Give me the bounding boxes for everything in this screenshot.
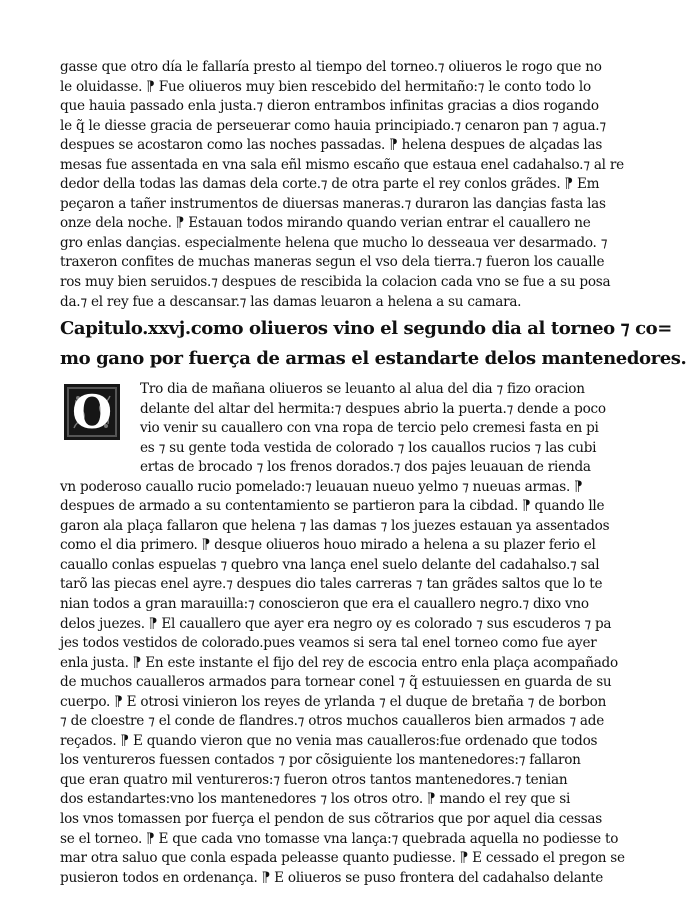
text-line: gasse que otro día le fallaría presto al tiempo del torneo.⁊ oliueros le rogo que no	[60, 59, 602, 75]
heading-line: mo gano por fuerça de armas el estandarte delos mantenedores.	[60, 348, 686, 369]
text-line: onze dela noche. ⁋ Estauan todos mirando quando verian entrar el cauallero ne	[60, 215, 591, 232]
text-line: traxeron confites de muchas maneras segun el vso dela tierra.⁊ fueron los caualle	[60, 254, 605, 271]
text-line: Tro dia de mañana oliueros se leuanto al alua del dia ⁊ fizo oracion	[140, 381, 585, 397]
text-line: mesas fue assentada en vna sala eñl mismo escaño que estaua enel cadahalso.⁊ al re	[60, 156, 624, 173]
text-line: ⁊ de cloestre ⁊ el conde de flandres.⁊ otros muchos caualleros bien armados ⁊ ade	[60, 713, 605, 730]
text-line: despues se acostaron como las noches passadas. ⁋ helena despues de alçadas las	[60, 137, 603, 154]
text-line: delante del altar del hermita:⁊ despues abrio la puerta.⁊ dende a poco	[140, 400, 606, 417]
paragraph-1	[60, 58, 624, 312]
text-line: los vnos tomassen por fuerça el pendon de sus cõtrarios que por aquel dia cessas	[60, 811, 602, 828]
text-line: tarõ las piecas enel ayre.⁊ despues dio tales carreras ⁊ tan grãdes saltos que lo te	[60, 576, 603, 593]
text-line: los ventureros fuessen contados ⁊ por cõsiguiente los mantenedores:⁊ fallaron	[60, 752, 581, 769]
text-line: delos juezes. ⁋ El cauallero que ayer era negro oy es colorado ⁊ sus escuderos ⁊ pa	[60, 615, 612, 632]
text-line: que eran quatro mil ventureros:⁊ fueron otros tantos mantenedores.⁊ tenian	[60, 771, 568, 788]
heading-line: Capitulo.xxvj.como oliueros vino el segundo dia al torneo ⁊ co=	[60, 318, 672, 339]
text-line: dedor della todas las damas dela corte.⁊ de otra parte el rey conlos grãdes. ⁋ Em	[60, 176, 600, 193]
text-line: le oluidasse. ⁋ Fue oliueros muy bien rescebido del hermitaño:⁊ le conto todo lo	[60, 78, 591, 95]
text-line: pusieron todos en ordenança. ⁋ E oliueros se puso frontera del cadahalso delante	[60, 869, 604, 886]
text-line: da.⁊ el rey fue a descansar.⁊ las damas leuaron a helena a su camara.	[60, 293, 522, 310]
text-line: mar otra saluo que conla espada peleasse quanto pudiesse. ⁋ E cessado el pregon se	[60, 850, 625, 867]
text-line: le q̃ le diesse gracia de perseuerar como hauia principiado.⁊ cenaron pan ⁊ agua.⁊	[60, 117, 606, 134]
text-line: enla justa. ⁋ En este instante el fijo del rey de escocia entro enla plaça acompañado	[60, 654, 618, 671]
text-line: vn poderoso cauallo rucio pomelado:⁊ leuauan nueuo yelmo ⁊ nueuas armas. ⁋	[60, 478, 583, 495]
text-line: que hauia passado enla justa.⁊ dieron entrambos infinitas gracias a dios rogando	[60, 98, 599, 115]
chapter-heading	[60, 314, 686, 374]
text-line: ertas de brocado ⁊ los frenos dorados.⁊ dos pajes leuauan de rienda	[140, 459, 591, 476]
text-line: peçaron a tañer instrumentos de diuersas maneras.⁊ duraron las dançias fasta las	[60, 195, 606, 212]
text-line: como el dia primero. ⁋ desque oliueros houo mirado a helena a su plazer ferio el	[60, 537, 596, 554]
text-line: de muchos caualleros armados para tornear conel ⁊ q̃ estuuiessen en guarda de su	[60, 674, 612, 691]
text-line: jes todos vestidos de colorado.pues veamos si sera tal enel torneo como fue ayer	[60, 635, 597, 652]
paragraph-2	[60, 380, 625, 888]
text-line: ros muy bien seruidos.⁊ despues de rescibida la colacion cada vno se fue a su posa	[60, 274, 611, 291]
text-line: cuerpo. ⁋ E otrosi vinieron los reyes de yrlanda ⁊ el duque de bretaña ⁊ de borbon	[60, 693, 607, 710]
text-line: nian todos a gran marauilla:⁊ conoscieron que era el cauallero negro.⁊ dixo vno	[60, 596, 589, 613]
drop-cap-letter: O	[71, 385, 113, 439]
text-line: es ⁊ su gente toda vestida de colorado ⁊ los cauallos rucios ⁊ las cubi	[140, 439, 597, 456]
text-line: gro enlas dançias. especialmente helena que mucho lo desseaua ver desarmado. ⁊	[60, 234, 608, 251]
text-line: se el torneo. ⁋ E que cada vno tomasse vna lança:⁊ quebrada aquella no podiesse to	[60, 830, 619, 847]
text-line: dos estandartes:vno los mantenedores ⁊ los otros otro. ⁋ mando el rey que si	[60, 791, 571, 808]
text-line: vio venir su cauallero con vna ropa de tercio pelo cremesi fasta en pi	[140, 420, 599, 437]
text-line: cauallo conlas espuelas ⁊ quebro vna lança enel suelo delante del cadahalso.⁊ sal	[60, 556, 600, 573]
text-line: reçados. ⁋ E quando vieron que no venia mas caualleros:fue ordenado que todos	[60, 732, 598, 749]
text-line: garon ala plaça fallaron que helena ⁊ las damas ⁊ los juezes estauan ya assentados	[60, 517, 610, 534]
text-line: despues de armado a su contentamiento se partieron para la cibdad. ⁋ quando lle	[60, 498, 605, 515]
